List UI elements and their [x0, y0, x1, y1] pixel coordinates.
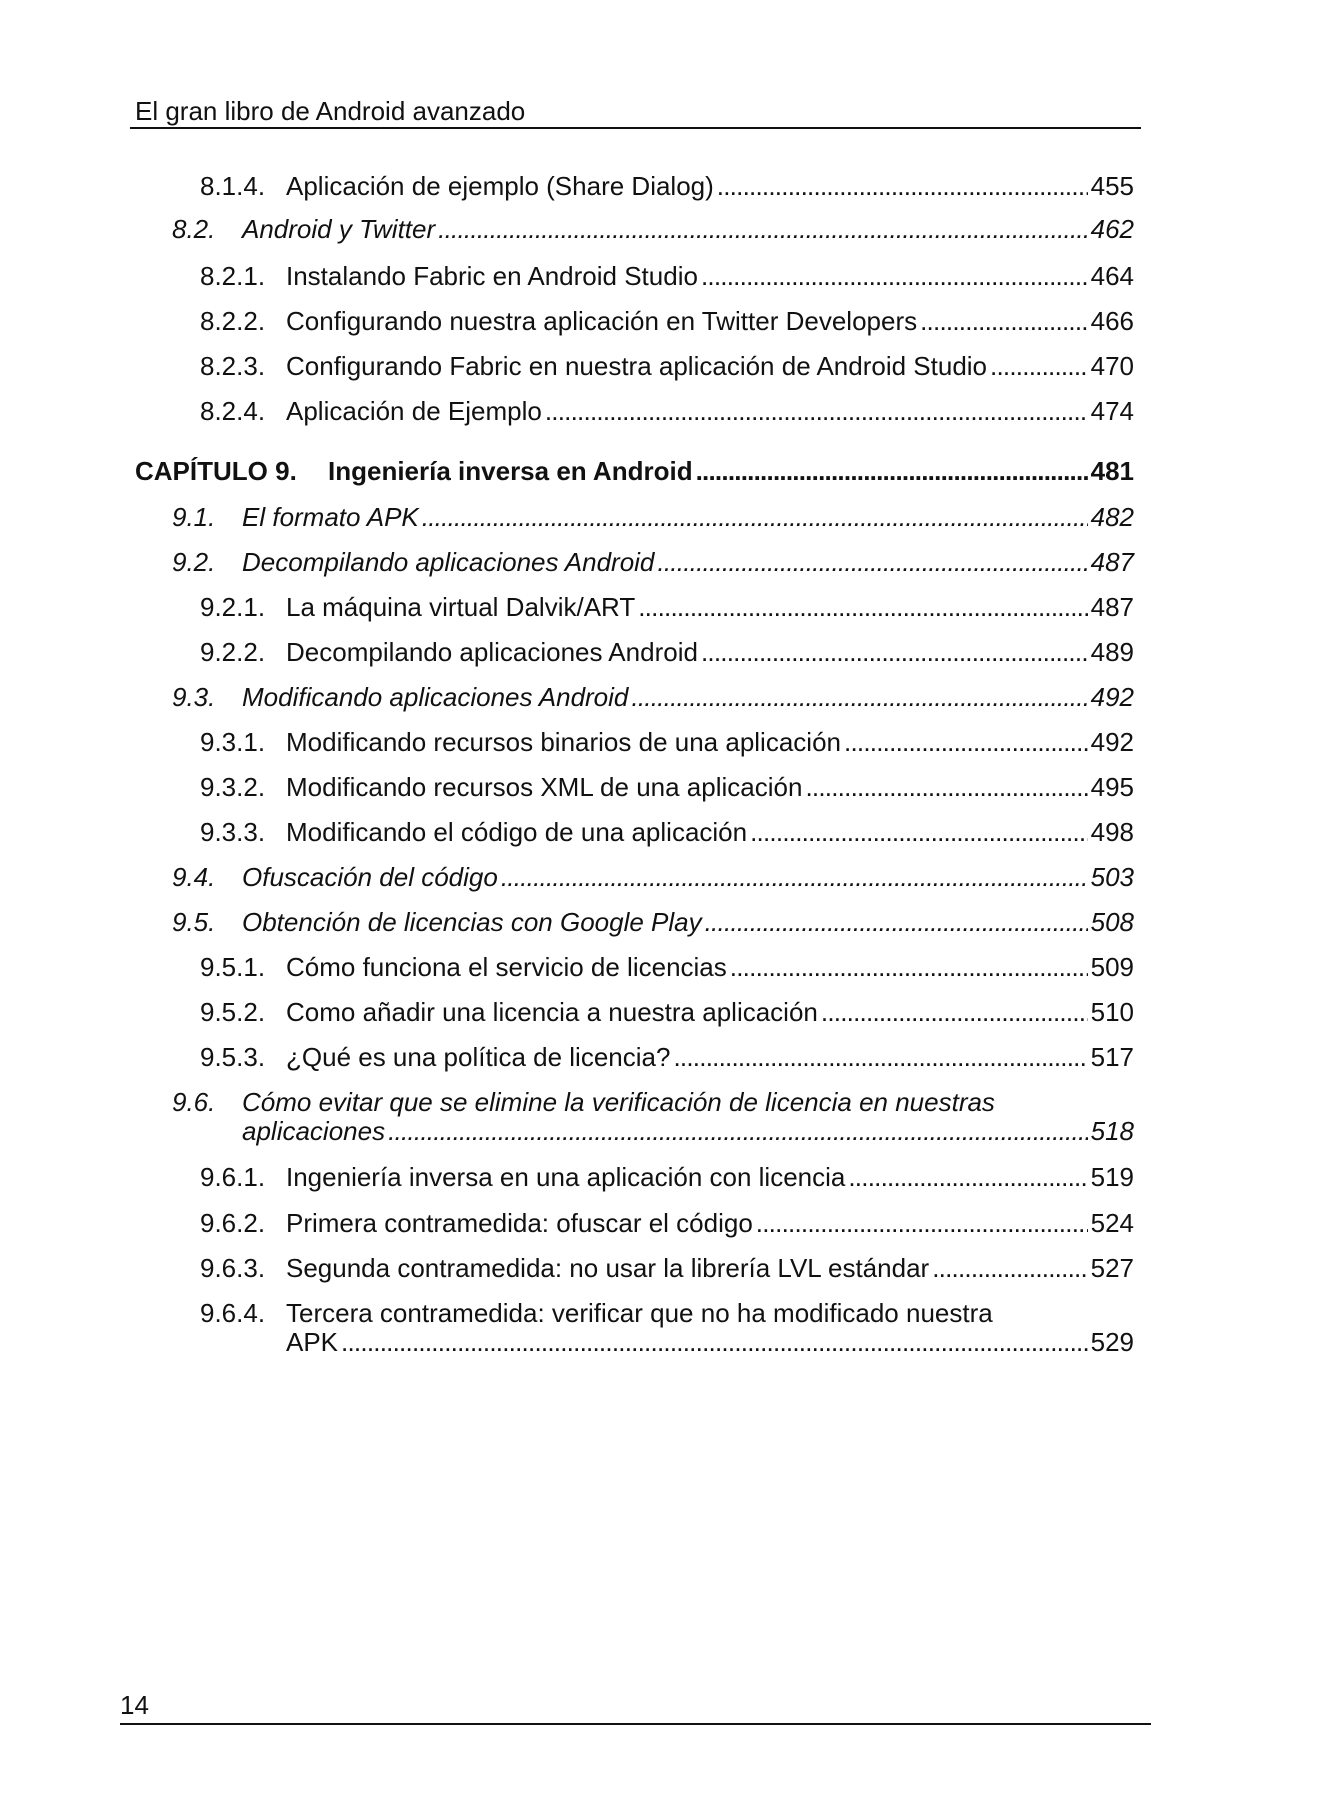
- dot-leader: [750, 818, 1088, 847]
- dot-leader: [717, 172, 1088, 201]
- toc-entry: [172, 908, 1134, 937]
- toc-page: 492: [1090, 682, 1134, 712]
- toc-title: APK: [286, 1327, 339, 1357]
- dot-leader: [705, 908, 1088, 937]
- dot-leader: [701, 638, 1088, 667]
- toc-page: 510: [1090, 997, 1134, 1027]
- dot-leader: [673, 1043, 1087, 1072]
- toc-number: 9.3.3.: [200, 817, 266, 847]
- toc-number: 8.2.1.: [200, 261, 266, 291]
- toc-title: Configurando nuestra aplicación en Twitter Developers: [286, 306, 918, 336]
- toc-number: CAPÍTULO 9.: [135, 456, 297, 486]
- toc-entry: [172, 548, 1134, 577]
- toc-title: Instalando Fabric en Android Studio: [286, 261, 698, 291]
- toc-page: 481: [1090, 456, 1134, 486]
- toc-entry: [172, 863, 1134, 892]
- toc-title: Configurando Fabric en nuestra aplicación de Android Studio: [286, 351, 988, 381]
- toc-number: 8.2.3.: [200, 351, 266, 381]
- toc-page: 518: [1090, 1116, 1134, 1146]
- toc-entry: [200, 1298, 1134, 1357]
- toc-entry: [200, 262, 1134, 291]
- toc-number: 9.2.1.: [200, 592, 266, 622]
- dot-leader: [501, 863, 1088, 892]
- dot-leader: [696, 457, 1088, 486]
- toc-page: 498: [1090, 817, 1134, 847]
- dot-leader: [730, 953, 1088, 982]
- toc-entry: [172, 1087, 1134, 1146]
- toc-entry: [200, 172, 1134, 201]
- toc-page: 482: [1090, 502, 1134, 532]
- toc-entry: [200, 953, 1134, 982]
- toc-entry: [200, 397, 1134, 426]
- dot-leader: [848, 1163, 1087, 1192]
- dot-leader: [990, 352, 1088, 381]
- toc-title: La máquina virtual Dalvik/ART: [286, 592, 636, 622]
- toc-title: Ofuscación del código: [242, 862, 498, 892]
- dot-leader: [422, 503, 1088, 532]
- toc-title: Obtención de licencias con Google Play: [242, 907, 702, 937]
- toc-title: El formato APK: [242, 502, 419, 532]
- toc-entry: [200, 773, 1134, 802]
- toc-number: 9.6.4.: [200, 1298, 266, 1328]
- toc-title: Primera contramedida: ofuscar el código: [286, 1208, 753, 1238]
- toc-title: ¿Qué es una política de licencia?: [286, 1042, 671, 1072]
- toc-entry: [200, 728, 1134, 757]
- toc-entry: [200, 818, 1134, 847]
- toc-number: 9.2.: [172, 547, 216, 577]
- toc-entry: [200, 998, 1134, 1027]
- header-rule: [130, 127, 1141, 129]
- toc-page: 474: [1090, 396, 1134, 426]
- toc-page: 503: [1090, 862, 1134, 892]
- toc-title: Modificando el código de una aplicación: [286, 817, 748, 847]
- toc-number: 9.3.: [172, 682, 216, 712]
- toc-entry: [172, 215, 1134, 244]
- footer-rule: [120, 1723, 1151, 1725]
- toc-page: 519: [1090, 1162, 1134, 1192]
- toc-number: 9.3.1.: [200, 727, 266, 757]
- toc-entry: [200, 1163, 1134, 1192]
- dot-leader: [657, 548, 1087, 577]
- toc-number: 8.2.4.: [200, 396, 266, 426]
- toc-page: 487: [1090, 592, 1134, 622]
- toc-title-line1: Tercera contramedida: verificar que no ha modificado nuestra: [286, 1298, 993, 1328]
- toc-page: 529: [1090, 1327, 1134, 1357]
- dot-leader: [932, 1254, 1087, 1283]
- toc-title: Android y Twitter: [242, 214, 436, 244]
- toc-entry: [200, 352, 1134, 381]
- toc-number: 9.6.1.: [200, 1162, 266, 1192]
- dot-leader: [545, 397, 1088, 426]
- dot-leader: [844, 728, 1088, 757]
- toc-number: 9.5.2.: [200, 997, 266, 1027]
- toc-number: 9.6.: [172, 1087, 216, 1117]
- toc-title: Como añadir una licencia a nuestra aplicación: [286, 997, 818, 1027]
- toc-entry: [200, 593, 1134, 622]
- toc-number: 9.5.: [172, 907, 216, 937]
- dot-leader: [341, 1328, 1088, 1357]
- toc-page: 517: [1090, 1042, 1134, 1072]
- toc-title: Decompilando aplicaciones Android: [286, 637, 698, 667]
- dot-leader: [638, 593, 1087, 622]
- toc-page: 524: [1090, 1208, 1134, 1238]
- toc-title: Modificando recursos XML de una aplicación: [286, 772, 803, 802]
- toc-entry: [172, 503, 1134, 532]
- dot-leader: [821, 998, 1088, 1027]
- toc-entry: [200, 307, 1134, 336]
- toc-page: 527: [1090, 1253, 1134, 1283]
- toc-entry: [200, 1254, 1134, 1283]
- toc-number: 9.6.3.: [200, 1253, 266, 1283]
- toc-page: 470: [1090, 351, 1134, 381]
- toc-title: aplicaciones: [242, 1116, 386, 1146]
- toc-number: 8.2.2.: [200, 306, 266, 336]
- toc-entry: [200, 1043, 1134, 1072]
- toc-page: 495: [1090, 772, 1134, 802]
- toc-number: 8.1.4.: [200, 171, 266, 201]
- toc-title: Aplicación de Ejemplo: [286, 396, 542, 426]
- dot-leader: [438, 215, 1087, 244]
- toc-page: 487: [1090, 547, 1134, 577]
- toc-number: 9.1.: [172, 502, 216, 532]
- toc-number: 9.4.: [172, 862, 216, 892]
- toc-number: 8.2.: [172, 214, 216, 244]
- dot-leader: [756, 1209, 1088, 1238]
- toc-title-line1: Cómo evitar que se elimine la verificación de licencia en nuestras: [242, 1087, 995, 1117]
- toc-title: Ingeniería inversa en una aplicación con licencia: [286, 1162, 846, 1192]
- toc-title: Aplicación de ejemplo (Share Dialog): [286, 171, 714, 201]
- toc-title: Modificando aplicaciones Android: [242, 682, 629, 712]
- toc-page: 509: [1090, 952, 1134, 982]
- toc-page: 462: [1090, 214, 1134, 244]
- dot-leader: [631, 683, 1087, 712]
- toc-entry: [200, 638, 1134, 667]
- toc-title: Ingeniería inversa en Android: [328, 456, 693, 486]
- toc-number: 9.3.2.: [200, 772, 266, 802]
- toc-title: Cómo funciona el servicio de licencias: [286, 952, 727, 982]
- running-header: El gran libro de Android avanzado: [135, 96, 526, 126]
- dot-leader: [388, 1117, 1088, 1146]
- page-number: 14: [120, 1690, 149, 1720]
- toc-title: Modificando recursos binarios de una aplicación: [286, 727, 841, 757]
- toc-chapter-entry: [135, 457, 1134, 486]
- toc-number: 9.6.2.: [200, 1208, 266, 1238]
- toc-page: 466: [1090, 306, 1134, 336]
- toc-page: 455: [1090, 171, 1134, 201]
- dot-leader: [701, 262, 1088, 291]
- dot-leader: [805, 773, 1087, 802]
- toc-page: 464: [1090, 261, 1134, 291]
- toc-number: 9.5.3.: [200, 1042, 266, 1072]
- toc-page: 489: [1090, 637, 1134, 667]
- toc-page: 492: [1090, 727, 1134, 757]
- toc-title: Segunda contramedida: no usar la librería LVL estándar: [286, 1253, 930, 1283]
- toc-page: 508: [1090, 907, 1134, 937]
- toc-entry: [200, 1209, 1134, 1238]
- dot-leader: [920, 307, 1088, 336]
- toc-number: 9.5.1.: [200, 952, 266, 982]
- toc-title: Decompilando aplicaciones Android: [242, 547, 655, 577]
- toc-entry: [172, 683, 1134, 712]
- toc-number: 9.2.2.: [200, 637, 266, 667]
